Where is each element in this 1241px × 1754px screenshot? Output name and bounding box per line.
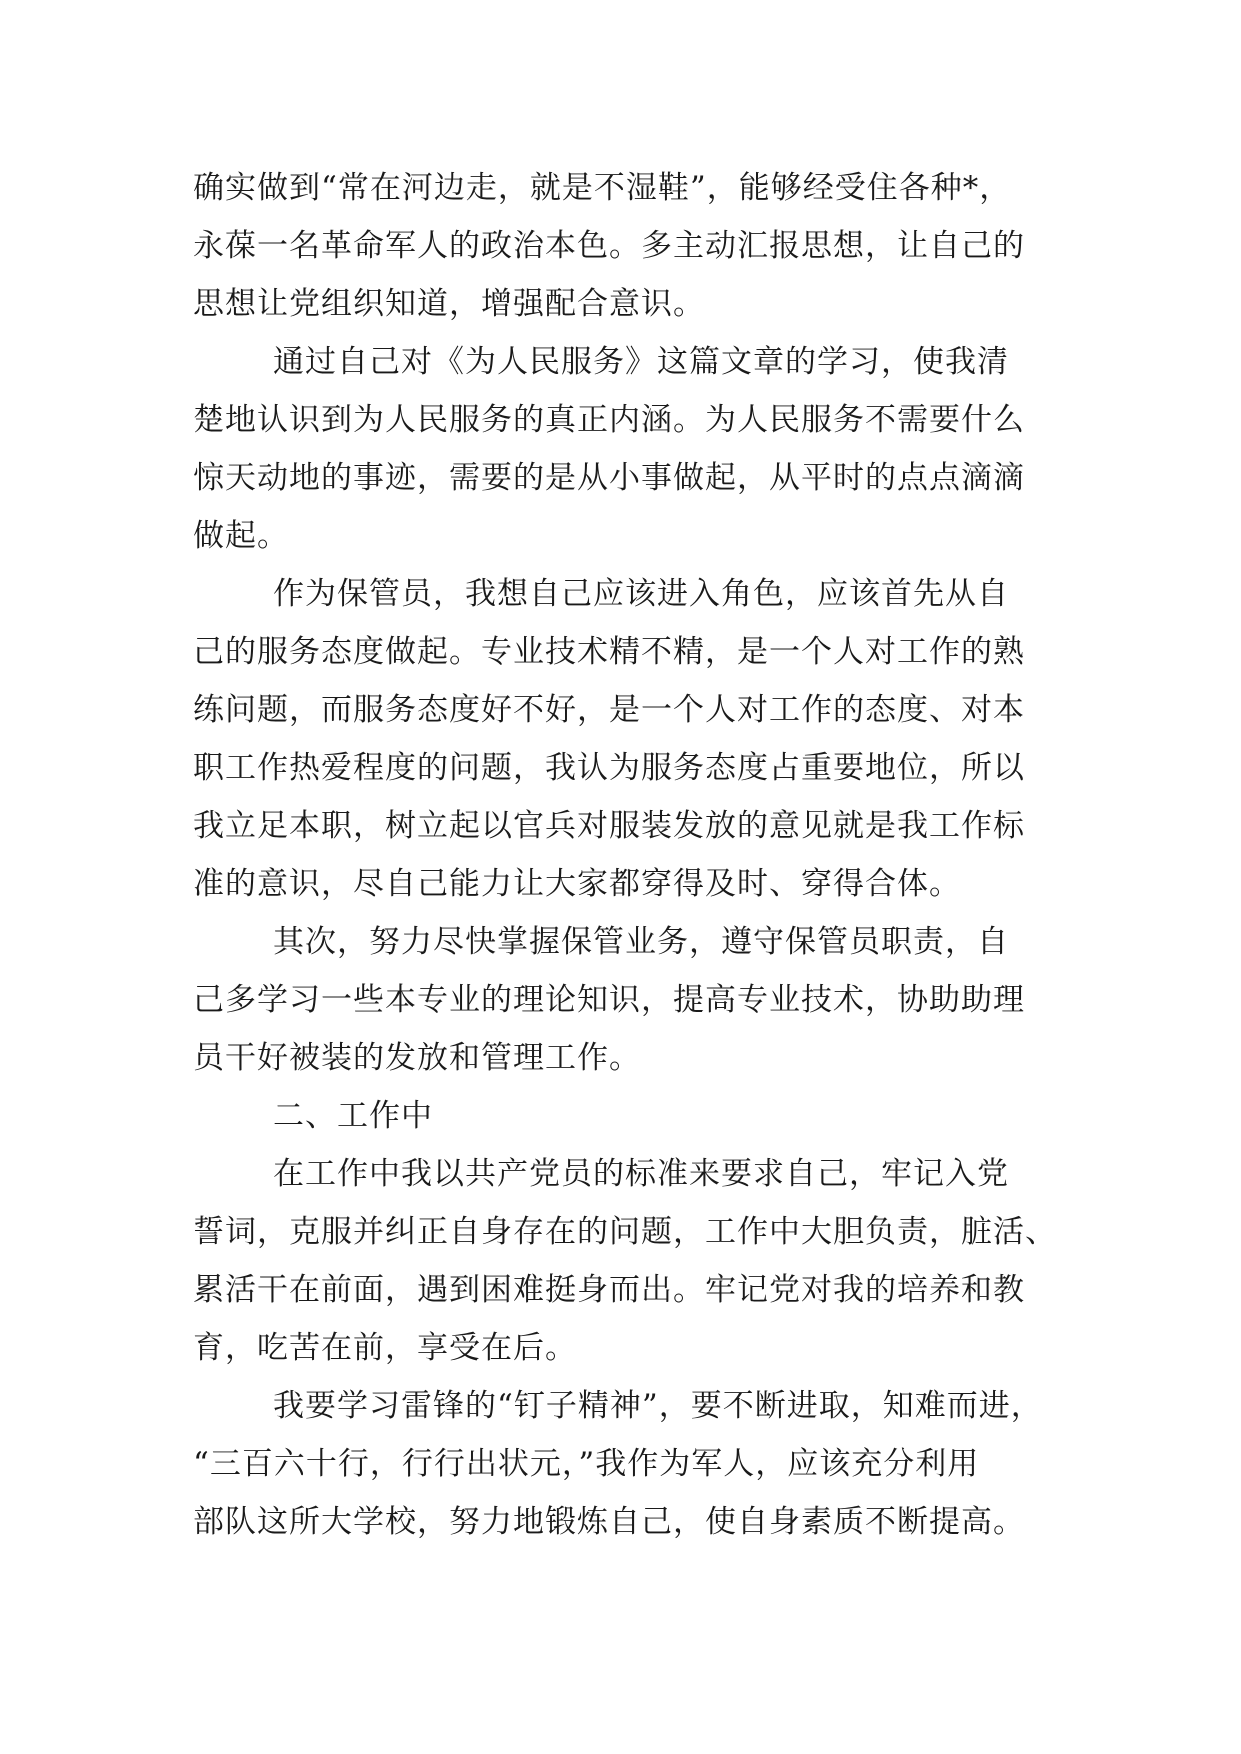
text-line: 育，吃苦在前，享受在后。 [193, 1330, 577, 1366]
text-line: 惊天动地的事迹，需要的是从小事做起，从平时的点点滴滴 [193, 460, 1025, 496]
text-line: “三百六十行，行行出状元，”我作为军人，应该充分利用 [193, 1446, 980, 1482]
text-line: 我要学习雷锋的“钉子精神”，要不断进取，知难而进， [273, 1388, 1043, 1424]
text-line: 通过自己对《为人民服务》这篇文章的学习，使我清 [273, 344, 1009, 380]
text-line: 其次，努力尽快掌握保管业务，遵守保管员职责，自 [273, 924, 1009, 960]
text-line: 做起。 [193, 518, 289, 554]
text-line: 累活干在前面，遇到困难挺身而出。牢记党对我的培养和教 [193, 1272, 1025, 1308]
text-line: 准的意识，尽自己能力让大家都穿得及时、穿得合体。 [193, 866, 961, 902]
text-line: 确实做到“常在河边走，就是不湿鞋”，能够经受住各种*， [193, 170, 1012, 206]
text-line: 我立足本职，树立起以官兵对服装发放的意见就是我工作标 [193, 808, 1025, 844]
text-line: 职工作热爱程度的问题，我认为服务态度占重要地位，所以 [193, 750, 1025, 786]
text-line: 己的服务态度做起。专业技术精不精，是一个人对工作的熟 [193, 634, 1025, 670]
document-body [193, 159, 1065, 1551]
section-heading: 二、工作中 [273, 1098, 433, 1134]
text-line: 永葆一名革命军人的政治本色。多主动汇报思想，让自己的 [193, 228, 1025, 264]
text-line: 己多学习一些本专业的理论知识，提高专业技术，协助助理 [193, 982, 1025, 1018]
text-line: 在工作中我以共产党员的标准来要求自己，牢记入党 [273, 1156, 1009, 1192]
text-line: 练问题，而服务态度好不好，是一个人对工作的态度、对本 [193, 692, 1025, 728]
text-line: 誓词，克服并纠正自身存在的问题，工作中大胆负责，脏活、 [193, 1214, 1057, 1250]
text-line: 部队这所大学校，努力地锻炼自己，使自身素质不断提高。 [193, 1504, 1025, 1540]
text-line: 员干好被装的发放和管理工作。 [193, 1040, 641, 1076]
text-line: 作为保管员，我想自己应该进入角色，应该首先从自 [273, 576, 1009, 612]
text-line: 思想让党组织知道，增强配合意识。 [193, 286, 705, 322]
text-line: 楚地认识到为人民服务的真正内涵。为人民服务不需要什么 [193, 402, 1025, 438]
